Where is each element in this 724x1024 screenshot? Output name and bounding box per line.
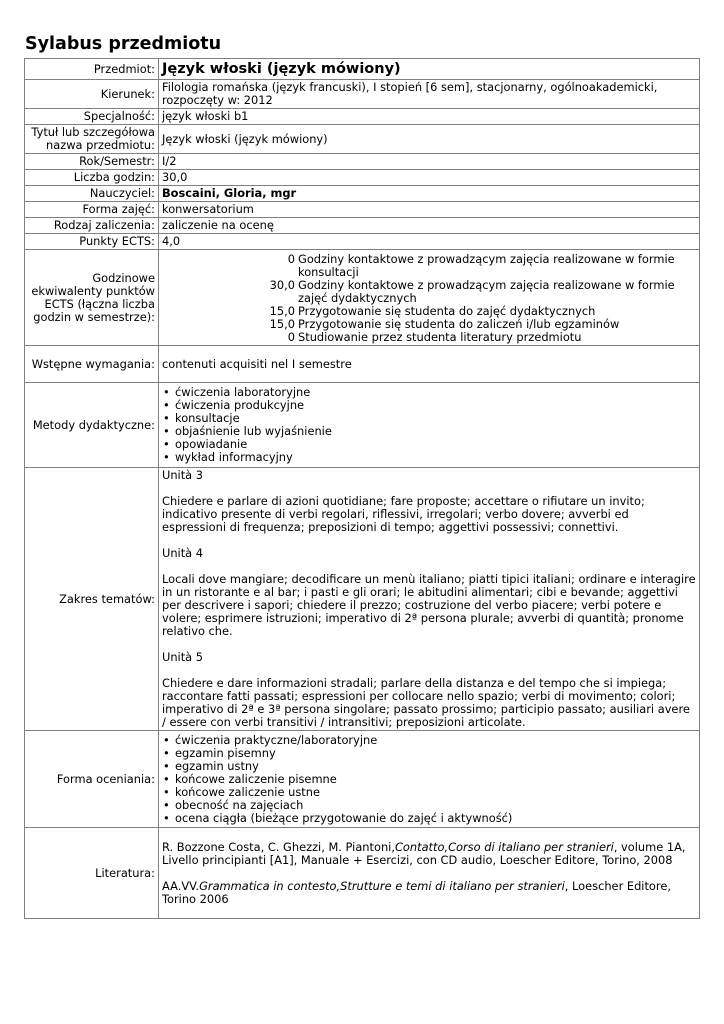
value-rodzaj: zaliczenie na ocenę	[159, 218, 700, 234]
row-ects	[25, 234, 700, 250]
row-rodzaj	[25, 218, 700, 234]
value-nauczyciel: Boscaini, Gloria, mgr	[159, 186, 700, 202]
row-godziny	[25, 170, 700, 186]
row-forma	[25, 202, 700, 218]
label-ocenianie: Forma oceniania:	[25, 731, 159, 828]
value-przedmiot	[159, 59, 700, 80]
ects-hours-value: 30,0	[269, 278, 295, 292]
ects-hours-item	[162, 279, 696, 305]
syllabus-table	[24, 58, 700, 919]
ects-hours-item	[162, 331, 696, 344]
value-ekwiwalenty	[159, 250, 700, 346]
assessment-item: • końcowe zaliczenie ustne	[162, 786, 696, 799]
row-przedmiot	[25, 59, 700, 80]
teaching-method-item: • opowiadanie	[162, 438, 696, 451]
row-zakres	[25, 468, 700, 731]
assessment-item: • obecność na zajęciach	[162, 799, 696, 812]
teaching-method-item: • wykład informacyjny	[162, 451, 696, 464]
assessment-item: • ocena ciągła (bieżące przygotowanie do zajęć i aktywność)	[162, 812, 696, 825]
assessment-item: • ćwiczenia praktyczne/laboratoryjne	[162, 734, 696, 747]
label-zakres: Zakres tematów:	[25, 468, 159, 731]
teaching-method-item: • ćwiczenia produkcyjne	[162, 399, 696, 412]
label-rodzaj: Rodzaj zaliczenia:	[25, 218, 159, 234]
topic-paragraph: Unità 4	[162, 546, 204, 560]
reference-details: , volume 1A, Livello principianti [A1], Manuale + Esercizi, con CD audio, Loescher Editore, Torino, 2008	[162, 839, 686, 867]
assessment-item: • egzamin ustny	[162, 760, 696, 773]
reference-title: Contatto,Corso di italiano per stranieri	[394, 839, 614, 854]
label-kierunek: Kierunek:	[25, 80, 159, 109]
literature-reference	[162, 841, 696, 867]
topic-paragraph: Locali dove mangiare; decodificare un menù italiano; piatti tipici italiani; ordinare e interagire in un ristorante e al bar; i pasti e gli orari; le abitudini alimentari; cibi e bevande; aggettivi per descrivere i sapori; chiedere il prezzo; costruzione del verbo piacere; verbi potere e volere; esprimere istruzioni; imperativo di 2ª persona plurale; avverbi di quantità; pronome relativo che.	[162, 572, 696, 638]
ects-hours-value: 0	[287, 252, 295, 266]
topic-paragraph: Unità 3	[162, 468, 204, 482]
ects-hours-value: 15,0	[269, 304, 295, 318]
teaching-method-item: • objaśnienie lub wyjaśnienie	[162, 425, 696, 438]
course-title: Język włoski (język mówiony)	[162, 61, 401, 77]
label-specjalnosc: Specjalność:	[25, 109, 159, 125]
value-specjalnosc: język włoski b1	[159, 109, 700, 125]
literature-content	[159, 828, 700, 919]
label-godziny: Liczba godzin:	[25, 170, 159, 186]
row-ekwiwalenty	[25, 250, 700, 346]
value-wymagania: contenuti acquisiti nel I semestre	[159, 346, 700, 383]
assessment-item: • egzamin pisemny	[162, 747, 696, 760]
value-godziny: 30,0	[159, 170, 700, 186]
assessment-item: • końcowe zaliczenie pisemne	[162, 773, 696, 786]
topic-paragraph: Chiedere e dare informazioni stradali; parlare della distanza e del tempo che si impiega; raccontare fatti passati; espressioni per collocare nello spazio; verbi di movimento; colori; imperativo di 2ª e 3ª persona singolare; passato prossimo; participio passato; ausiliari avere / essere con verbi transitivi / intransitivi; preposizioni articolate.	[162, 676, 690, 729]
value-rok: I/2	[159, 154, 700, 170]
row-rok	[25, 154, 700, 170]
value-metody	[159, 383, 700, 468]
teaching-method-item: • ćwiczenia laboratoryjne	[162, 386, 696, 399]
ects-hours-description: Godziny kontaktowe z prowadzącym zajęcia realizowane w formie konsultacji	[298, 252, 675, 279]
row-kierunek	[25, 80, 700, 109]
reference-title: Grammatica in contesto,Strutture e temi di italiano per stranieri	[199, 878, 565, 893]
label-rok: Rok/Semestr:	[25, 154, 159, 170]
row-literatura	[25, 828, 700, 919]
reference-authors: R. Bozzone Costa, C. Ghezzi, M. Piantoni,	[162, 839, 395, 854]
label-metody: Metody dydaktyczne:	[25, 383, 159, 468]
ects-hours-description: Przygotowanie się studenta do zaliczeń i/lub egzaminów	[298, 317, 620, 331]
ects-hours-item	[162, 253, 696, 279]
value-kierunek: Filologia romańska (język francuski), I stopień [6 sem], stacjonarny, ogólnoakademicki, rozpoczęty w: 2012	[159, 80, 700, 109]
label-przedmiot: Przedmiot:	[25, 59, 159, 80]
value-forma: konwersatorium	[159, 202, 700, 218]
topic-paragraph: Chiedere e parlare di azioni quotidiane; fare proposte; accettare o rifiutare un invito; indicativo presente di verbi regolari, riflessivi, irregolari; verbo dovere; avverbi ed espressioni di frequenza; preposizioni di tempo; aggettivi possessivi; connettivi.	[162, 494, 645, 534]
assessment-list	[162, 734, 696, 825]
label-ects: Punkty ECTS:	[25, 234, 159, 250]
ects-hours-description: Studiowanie przez studenta literatury przedmiotu	[298, 330, 582, 344]
teaching-methods-list	[162, 386, 696, 464]
label-literatura: Literatura:	[25, 828, 159, 919]
reference-authors: AA.VV.	[162, 878, 200, 893]
label-nauczyciel: Nauczyciel:	[25, 186, 159, 202]
ects-hours-value: 15,0	[269, 317, 295, 331]
ects-hours-description: Przygotowanie się studenta do zajęć dydaktycznych	[298, 304, 596, 318]
row-nauczyciel	[25, 186, 700, 202]
row-metody	[25, 383, 700, 468]
label-ekwiwalenty: Godzinowe ekwiwalenty punktów ECTS (łączna liczba godzin w semestrze):	[25, 250, 159, 346]
page-title: Sylabus przedmiotu	[25, 34, 222, 54]
ects-hours-description: Godziny kontaktowe z prowadzącym zajęcia realizowane w formie zajęć dydaktycznych	[298, 278, 675, 305]
topic-paragraph: Unità 5	[162, 650, 204, 664]
row-tytul	[25, 125, 700, 154]
value-ects: 4,0	[159, 234, 700, 250]
value-tytul: Język włoski (język mówiony)	[159, 125, 700, 154]
teaching-method-item: • konsultacje	[162, 412, 696, 425]
row-wymagania	[25, 346, 700, 383]
ects-hours-list	[162, 253, 696, 344]
row-specjalnosc	[25, 109, 700, 125]
topics-content	[159, 468, 700, 731]
literature-reference	[162, 880, 696, 906]
label-wymagania: Wstępne wymagania:	[25, 346, 159, 383]
value-ocenianie	[159, 731, 700, 828]
row-ocenianie	[25, 731, 700, 828]
ects-hours-value: 0	[287, 330, 295, 344]
label-tytul: Tytuł lub szczegółowa nazwa przedmiotu:	[25, 125, 159, 154]
reference-details: , Loescher Editore, Torino 2006	[162, 878, 671, 906]
label-forma: Forma zajęć:	[25, 202, 159, 218]
